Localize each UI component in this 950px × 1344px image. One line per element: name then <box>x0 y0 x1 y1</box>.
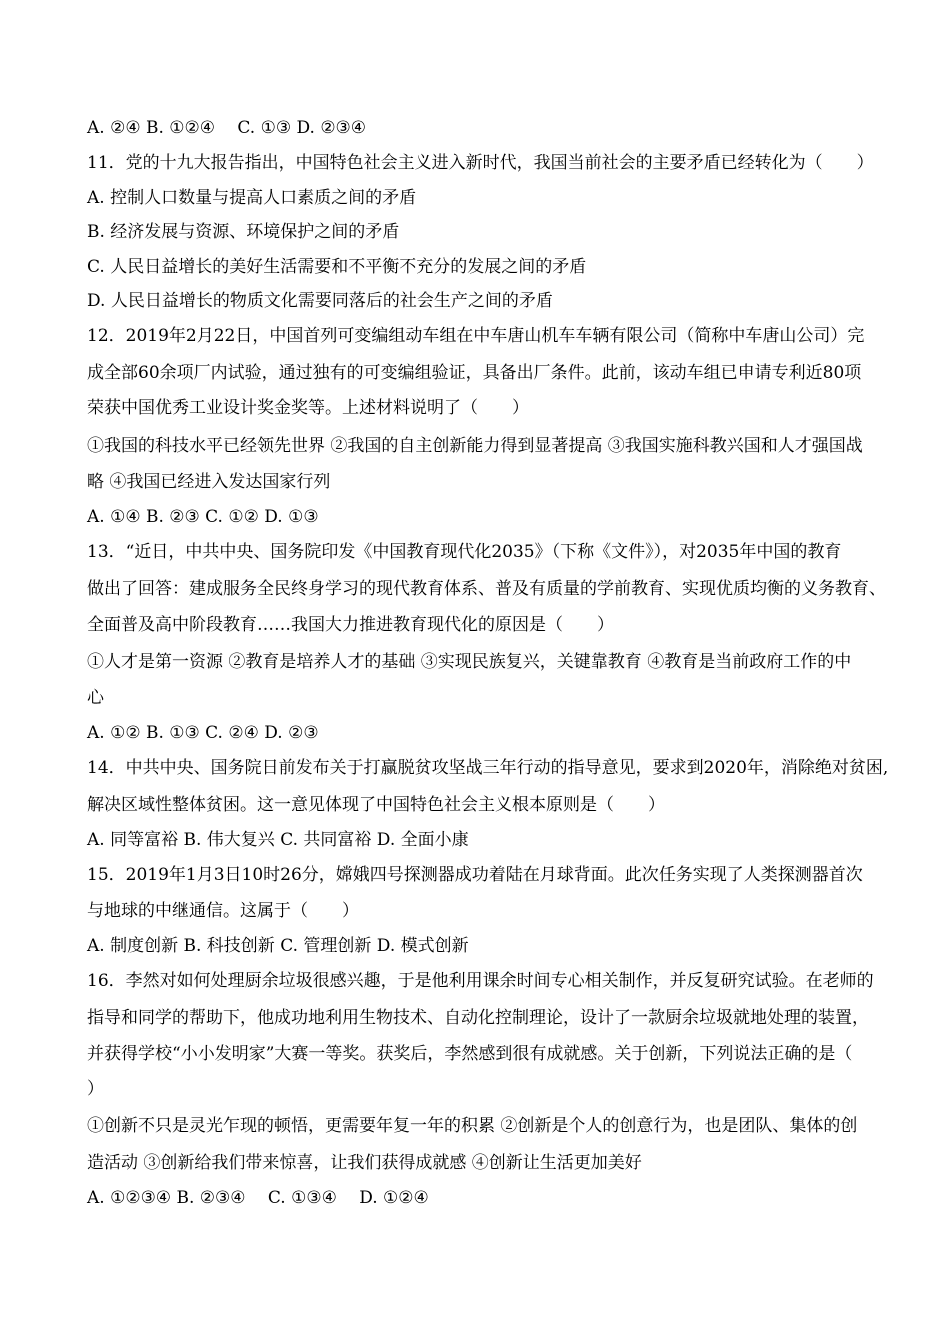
question-13-stem-line-2: 做出了回答：建成服务全民终身学习的现代教育体系、普及有质量的学前教育、实现优质均衡的义务教育、 <box>87 579 886 599</box>
question-13-statements-line-2: 心 <box>87 688 104 708</box>
question-13-stem-line-3: 全面普及高中阶段教育……我国大力推进教育现代化的原因是（ ） <box>87 615 614 635</box>
question-11-option-d: D. 人民日益增长的物质文化需要同落后的社会生产之间的矛盾 <box>87 291 553 311</box>
question-16-stem-line-3: 并获得学校“小小发明家”大赛一等奖。获奖后，李然感到很有成就感。关于创新，下列说法正确的是（ <box>87 1044 853 1064</box>
question-11-option-a: A. 控制人口数量与提高人口素质之间的矛盾 <box>87 188 417 208</box>
question-12-stem-line-1: 12．2019年2月22日，中国首列可变编组动车组在中车唐山机车车辆有限公司（简称中车唐山公司）完 <box>87 326 865 346</box>
answer-options-q10: A. ②④ B. ①②④ C. ①③ D. ②③④ <box>87 118 367 138</box>
question-12-stem-line-2: 成全部60余项厂内试验，通过独有的可变编组验证，具备出厂条件。此前，该动车组已申请专利近80项 <box>87 363 862 383</box>
question-12-statements-line-1: ①我国的科技水平已经领先世界 ②我国的自主创新能力得到显著提高 ③我国实施科教兴国和人才强国战 <box>87 436 863 456</box>
question-13-stem-line-1: 13．“近日，中共中央、国务院印发《中国教育现代化2035》（下称《文件》），对2035年中国的教育 <box>87 542 842 562</box>
question-16-statements-line-1: ①创新不只是灵光乍现的顿悟，更需要年复一年的积累 ②创新是个人的创意行为，也是团队、集体的创 <box>87 1116 858 1136</box>
question-16-options: A. ①②③④ B. ②③④ C. ①③④ D. ①②④ <box>87 1188 429 1208</box>
question-12-statements-line-2: 略 ④我国已经进入发达国家行列 <box>87 472 331 492</box>
question-11-stem: 11．党的十九大报告指出，中国特色社会主义进入新时代，我国当前社会的主要矛盾已经转化为（ ） <box>87 153 874 173</box>
question-13-statements-line-1: ①人才是第一资源 ②教育是培养人才的基础 ③实现民族复兴，关键靠教育 ④教育是当前政府工作的中 <box>87 652 852 672</box>
question-16-stem-line-4: ） <box>87 1079 104 1099</box>
question-13-options: A. ①② B. ①③ C. ②④ D. ②③ <box>87 723 319 743</box>
question-11-option-c: C. 人民日益增长的美好生活需要和不平衡不充分的发展之间的矛盾 <box>87 257 587 277</box>
question-16-stem-line-2: 指导和同学的帮助下，他成功地利用生物技术、自动化控制理论，设计了一款厨余垃圾就地处理的装置， <box>87 1008 869 1028</box>
question-14-stem-line-1: 14．中共中央、国务院日前发布关于打赢脱贫攻坚战三年行动的指导意见，要求到2020年，消除绝对贫困, <box>87 758 889 778</box>
question-11-option-b: B. 经济发展与资源、环境保护之间的矛盾 <box>87 222 400 242</box>
question-15-options: A. 制度创新 B. 科技创新 C. 管理创新 D. 模式创新 <box>87 936 469 956</box>
question-16-stem-line-1: 16．李然对如何处理厨余垃圾很感兴趣，于是他利用课余时间专心相关制作，并反复研究试验。在老师的 <box>87 971 874 991</box>
question-14-options: A. 同等富裕 B. 伟大复兴 C. 共同富裕 D. 全面小康 <box>87 830 469 850</box>
question-15-stem-line-1: 15．2019年1月3日10时26分，嫦娥四号探测器成功着陆在月球背面。此次任务实现了人类探测器首次 <box>87 865 863 885</box>
question-12-stem-line-3: 荣获中国优秀工业设计奖金奖等。上述材料说明了（ ） <box>87 398 529 418</box>
question-14-stem-line-2: 解决区域性整体贫困。这一意见体现了中国特色社会主义根本原则是（ ） <box>87 795 665 815</box>
question-15-stem-line-2: 与地球的中继通信。这属于（ ） <box>87 901 359 921</box>
question-12-options: A. ①④ B. ②③ C. ①② D. ①③ <box>87 507 319 527</box>
question-16-statements-line-2: 造活动 ③创新给我们带来惊喜，让我们获得成就感 ④创新让生活更加美好 <box>87 1153 642 1173</box>
